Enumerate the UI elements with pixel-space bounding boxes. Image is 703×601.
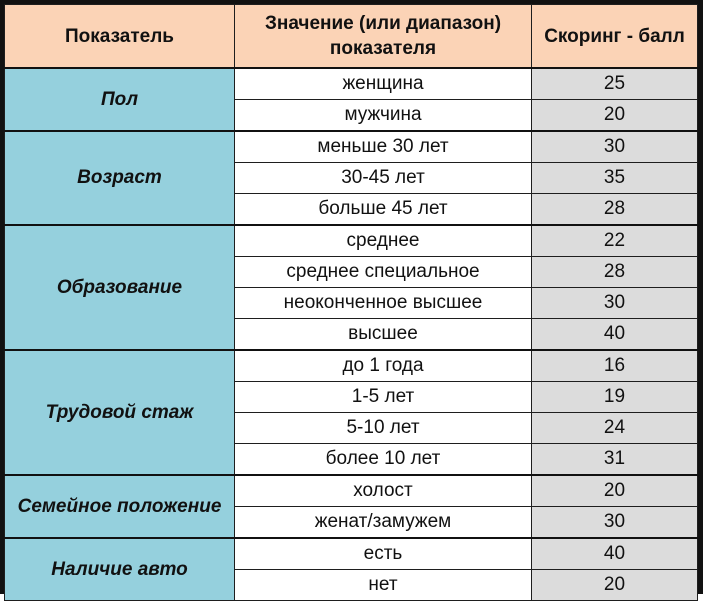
score-cell: 20 — [532, 475, 698, 507]
header-indicator: Показатель — [5, 5, 235, 69]
score-cell: 22 — [532, 225, 698, 257]
value-cell: больше 45 лет — [235, 194, 532, 226]
value-cell: более 10 лет — [235, 444, 532, 476]
value-cell: мужчина — [235, 100, 532, 132]
header-row — [5, 5, 698, 69]
category-marital-status: Семейное положение — [5, 475, 235, 538]
value-cell: нет — [235, 570, 532, 601]
value-cell: до 1 года — [235, 350, 532, 382]
score-cell: 20 — [532, 100, 698, 132]
header-score: Скоринг - балл — [532, 5, 698, 69]
score-cell: 19 — [532, 382, 698, 413]
value-cell: женат/замужем — [235, 507, 532, 539]
category-car-ownership: Наличие авто — [5, 538, 235, 601]
value-cell: женщина — [235, 68, 532, 100]
score-cell: 28 — [532, 257, 698, 288]
value-cell: высшее — [235, 319, 532, 351]
table-row — [5, 538, 698, 570]
scoring-table — [4, 4, 698, 601]
score-cell: 20 — [532, 570, 698, 601]
table-row — [5, 225, 698, 257]
category-work-experience: Трудовой стаж — [5, 350, 235, 475]
table-row — [5, 475, 698, 507]
value-cell: меньше 30 лет — [235, 131, 532, 163]
value-cell: среднее специальное — [235, 257, 532, 288]
score-cell: 35 — [532, 163, 698, 194]
score-cell: 28 — [532, 194, 698, 226]
value-cell: 1-5 лет — [235, 382, 532, 413]
score-cell: 30 — [532, 288, 698, 319]
header-value: Значение (или диапазон) показателя — [235, 5, 532, 69]
value-cell: есть — [235, 538, 532, 570]
score-cell: 30 — [532, 507, 698, 539]
score-cell: 16 — [532, 350, 698, 382]
score-cell: 40 — [532, 319, 698, 351]
score-cell: 30 — [532, 131, 698, 163]
category-gender: Пол — [5, 68, 235, 131]
score-cell: 40 — [532, 538, 698, 570]
score-cell: 24 — [532, 413, 698, 444]
value-cell: 5-10 лет — [235, 413, 532, 444]
value-cell: холост — [235, 475, 532, 507]
score-cell: 31 — [532, 444, 698, 476]
table-row — [5, 131, 698, 163]
category-education: Образование — [5, 225, 235, 350]
table-row — [5, 350, 698, 382]
value-cell: 30-45 лет — [235, 163, 532, 194]
table-row — [5, 68, 698, 100]
value-cell: среднее — [235, 225, 532, 257]
value-cell: неоконченное высшее — [235, 288, 532, 319]
category-age: Возраст — [5, 131, 235, 225]
score-cell: 25 — [532, 68, 698, 100]
